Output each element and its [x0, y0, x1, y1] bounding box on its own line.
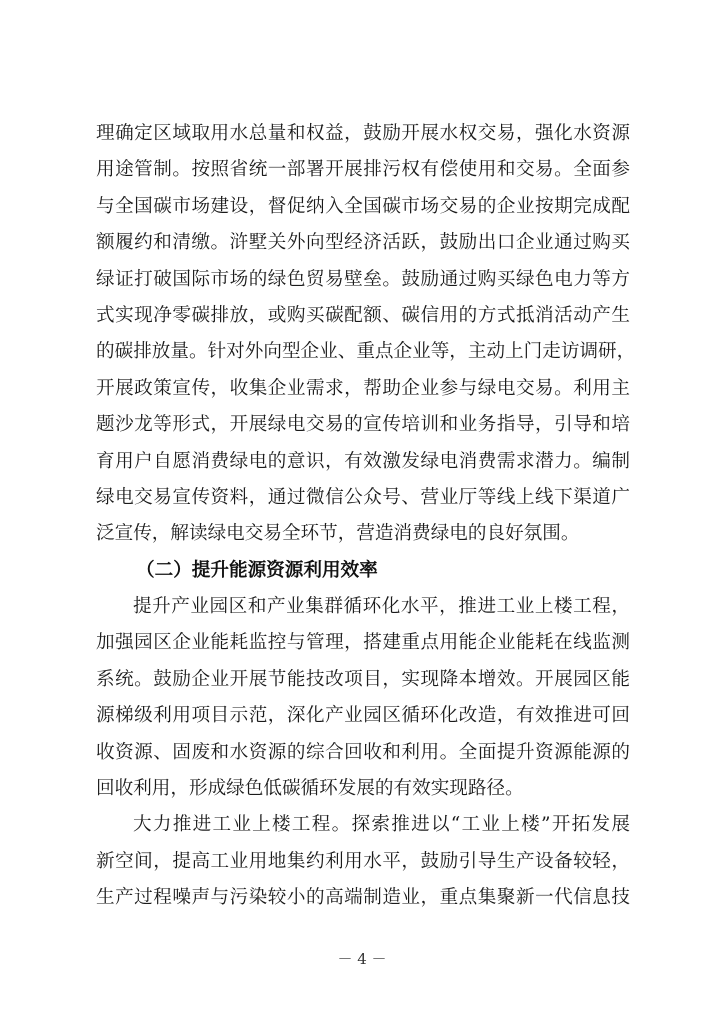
text-line: 源梯级利用项目示范，深化产业园区循环化改造，有效推进可回	[96, 705, 630, 727]
text-line: 收资源、固废和水资源的综合回收和利用。全面提升资源能源的	[96, 741, 630, 763]
text-line: 开展政策宣传，收集企业需求，帮助企业参与绿电交易。利用主	[96, 377, 630, 399]
text-line: 新空间，提高工业用地集约利用水平，鼓励引导生产设备较轻，	[96, 850, 630, 872]
text-line: 泛宣传，解读绿电交易全环节，营造消费绿电的良好氛围。	[96, 523, 580, 545]
text-line: 用途管制。按照省统一部署开展排污权有偿使用和交易。全面参	[96, 159, 630, 181]
section-heading: （二）提升能源资源利用效率	[136, 559, 378, 581]
page-number: － 4 －	[337, 950, 387, 968]
text-line: 加强园区企业能耗监控与管理，搭建重点用能企业能耗在线监测	[96, 632, 630, 654]
text-line: 题沙龙等形式，开展绿电交易的宣传培训和业务指导，引导和培	[96, 414, 630, 436]
body-text	[96, 116, 636, 917]
text-line: 生产过程噪声与污染较小的高端制造业，重点集聚新一代信息技	[96, 887, 630, 909]
text-line: 大力推进工业上楼工程。探索推进以“工业上楼”开拓发展	[133, 814, 630, 836]
text-line: 系统。鼓励企业开展节能技改项目，实现降本增效。开展园区能	[96, 668, 630, 690]
text-line: 与全国碳市场建设，督促纳入全国碳市场交易的企业按期完成配	[96, 195, 630, 217]
text-line: 绿电交易宣传资料，通过微信公众号、营业厅等线上线下渠道广	[96, 486, 630, 508]
text-line: 回收利用，形成绿色低碳循环发展的有效实现路径。	[96, 778, 524, 800]
text-line: 理确定区域取用水总量和权益，鼓励开展水权交易，强化水资源	[96, 123, 630, 144]
text-line: 式实现净零碳排放，或购买碳配额、碳信用的方式抵消活动产生	[96, 304, 630, 326]
text-line: 绿证打破国际市场的绿色贸易壁垒。鼓励通过购买绿色电力等方	[96, 268, 630, 290]
text-line: 的碳排放量。针对外向型企业、重点企业等，主动上门走访调研，	[96, 341, 636, 363]
text-line: 育用户自愿消费绿电的意识，有效激发绿电消费需求潜力。编制	[96, 450, 630, 472]
text-line: 额履约和清缴。浒墅关外向型经济活跃，鼓励出口企业通过购买	[96, 232, 630, 254]
text-line: 提升产业园区和产业集群循环化水平，推进工业上楼工程，	[133, 596, 630, 618]
